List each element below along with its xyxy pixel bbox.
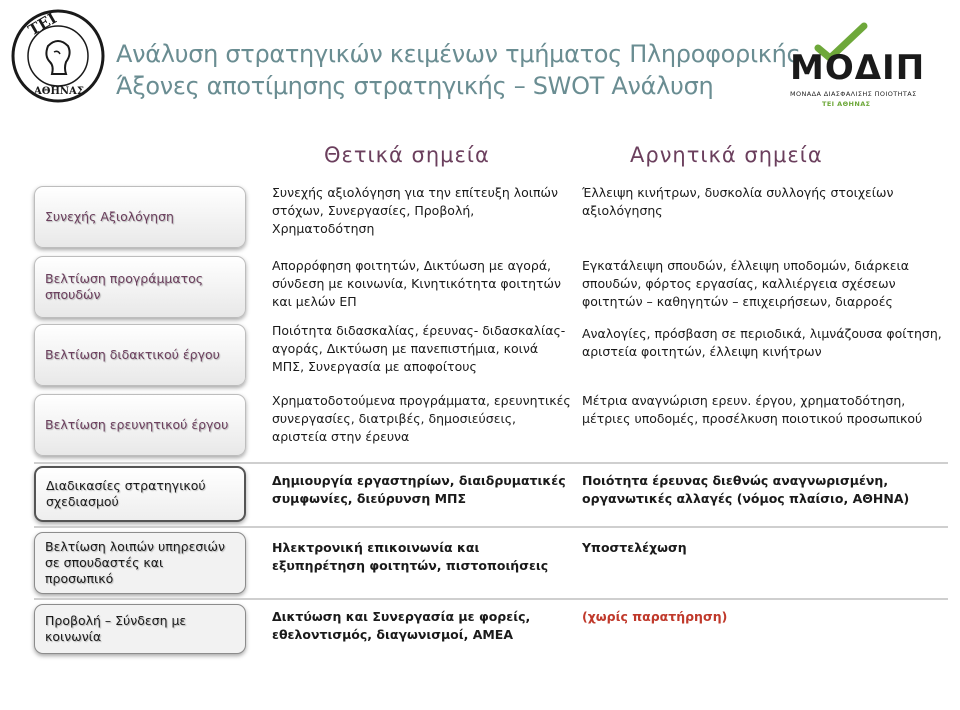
row-label-box xyxy=(34,394,246,456)
row-label: Βελτίωση προγράμματος σπουδών xyxy=(45,271,204,302)
page-subtitle: Άξονες αποτίμησης στρατηγικής – SWOT Ανάλυση xyxy=(116,72,714,100)
row-label: Διαδικασίες στρατηγικού σχεδιασμού xyxy=(46,478,206,509)
modip-logo xyxy=(778,22,948,112)
negative-text: Έλλειψη κινήτρων, δυσκολία συλλογής στοιχείων αξιολόγησης xyxy=(582,185,894,218)
negative-text: Μέτρια αναγνώριση ερευν. έργου, χρηματοδότηση, μέτριες υποδομές, προσέλκυση ποιοτικού προσωπικού xyxy=(582,393,923,426)
modip-logo-sub: ΤΕΙ ΑΘΗΝΑΣ xyxy=(822,100,871,108)
row-label-box xyxy=(34,186,246,248)
positive-text: Χρηματοδοτούμενα προγράμματα, ερευνητικές συνεργασίες, διατριβές, δημοσιεύσεις, αριστεία στην έρευνα xyxy=(272,393,571,444)
swot-row xyxy=(34,532,948,596)
swot-row xyxy=(34,604,948,656)
row-label: Βελτίωση διδακτικού έργου xyxy=(45,347,220,362)
negative-column-header: Αρνητικά σημεία xyxy=(630,143,823,167)
positive-column-header: Θετικά σημεία xyxy=(324,143,490,167)
positive-text: Απορρόφηση φοιτητών, Δικτύωση με αγορά, σύνδεση με κοινωνία, Κινητικότητα φοιτητών και μελών ΕΠ xyxy=(272,258,561,309)
row-label: Βελτίωση λοιπών υπηρεσιών σε σπουδαστές και προσωπικό xyxy=(45,539,225,586)
modip-logo-caption: ΜΟΝΑΔΑ ΔΙΑΣΦΑΛΙΣΗΣ ΠΟΙΟΤΗΤΑΣ xyxy=(790,90,917,98)
negative-text: Ποιότητα έρευνας διεθνώς αναγνωρισμένη, οργανωτικές αλλαγές (νόμος πλαίσιο, ΑΘΗΝΑ) xyxy=(582,473,910,506)
page-title: Ανάλυση στρατηγικών κειμένων τμήματος Πληροφορικής xyxy=(116,40,801,68)
negative-text: Αναλογίες, πρόσβαση σε περιοδικά, λιμνάζουσα φοίτηση, αριστεία φοιτητών, έλλειψη κινήτρων xyxy=(582,326,942,359)
row-label-box xyxy=(34,532,246,594)
negative-text: Εγκατάλειψη σπουδών, έλλειψη υποδομών, διάρκεια σπουδών, φόρτος εργασίας, καλλιέργεια σχέσεων φοιτητών – καθηγητών – επιχειρήσεων, διαρροές xyxy=(582,258,909,309)
negative-text: Υποστελέχωση xyxy=(582,540,687,555)
positive-text: Δημιουργία εργαστηρίων, διαιδρυματικές συμφωνίες, διεύρυνση ΜΠΣ xyxy=(272,473,566,506)
row-label: Προβολή – Σύνδεση με κοινωνία xyxy=(45,613,187,644)
swot-row xyxy=(34,392,948,458)
tei-athens-logo xyxy=(10,8,106,104)
section-divider xyxy=(34,462,948,464)
positive-text: Δικτύωση και Συνεργασία με φορείς, εθελοντισμός, διαγωνισμοί, ΑΜΕΑ xyxy=(272,609,531,642)
row-label: Βελτίωση ερευνητικού έργου xyxy=(45,417,229,432)
positive-text: Συνεχής αξιολόγηση για την επίτευξη λοιπών στόχων, Συνεργασίες, Προβολή, Χρηματοδότηση xyxy=(272,185,558,236)
row-label-box xyxy=(34,604,246,654)
tei-logo-top-text: ΤΕΙ xyxy=(25,9,60,40)
row-label-box xyxy=(34,466,246,522)
swot-row xyxy=(34,254,948,320)
positive-text: Ηλεκτρονική επικοινωνία και εξυπηρέτηση φοιτητών, πιστοποιήσεις xyxy=(272,540,549,573)
negative-text: (χωρίς παρατήρηση) xyxy=(582,609,728,624)
row-label-box xyxy=(34,256,246,318)
section-divider xyxy=(34,526,948,528)
positive-text: Ποιότητα διδασκαλίας, έρευνας- διδασκαλίας- αγοράς, Δικτύωση με πανεπιστήμια, κοινά ΜΠΣ, Συνεργασία με αποφοίτους xyxy=(272,323,566,374)
swot-row xyxy=(34,322,948,388)
row-label-box xyxy=(34,324,246,386)
tei-logo-bottom-text: ΑΘΗΝΑΣ xyxy=(34,86,84,97)
modip-logo-word: ΜΟΔΙΠ xyxy=(790,48,926,88)
row-label: Συνεχής Αξιολόγηση xyxy=(45,209,174,224)
swot-row xyxy=(34,184,948,250)
section-divider xyxy=(34,598,948,600)
swot-row xyxy=(34,466,948,524)
